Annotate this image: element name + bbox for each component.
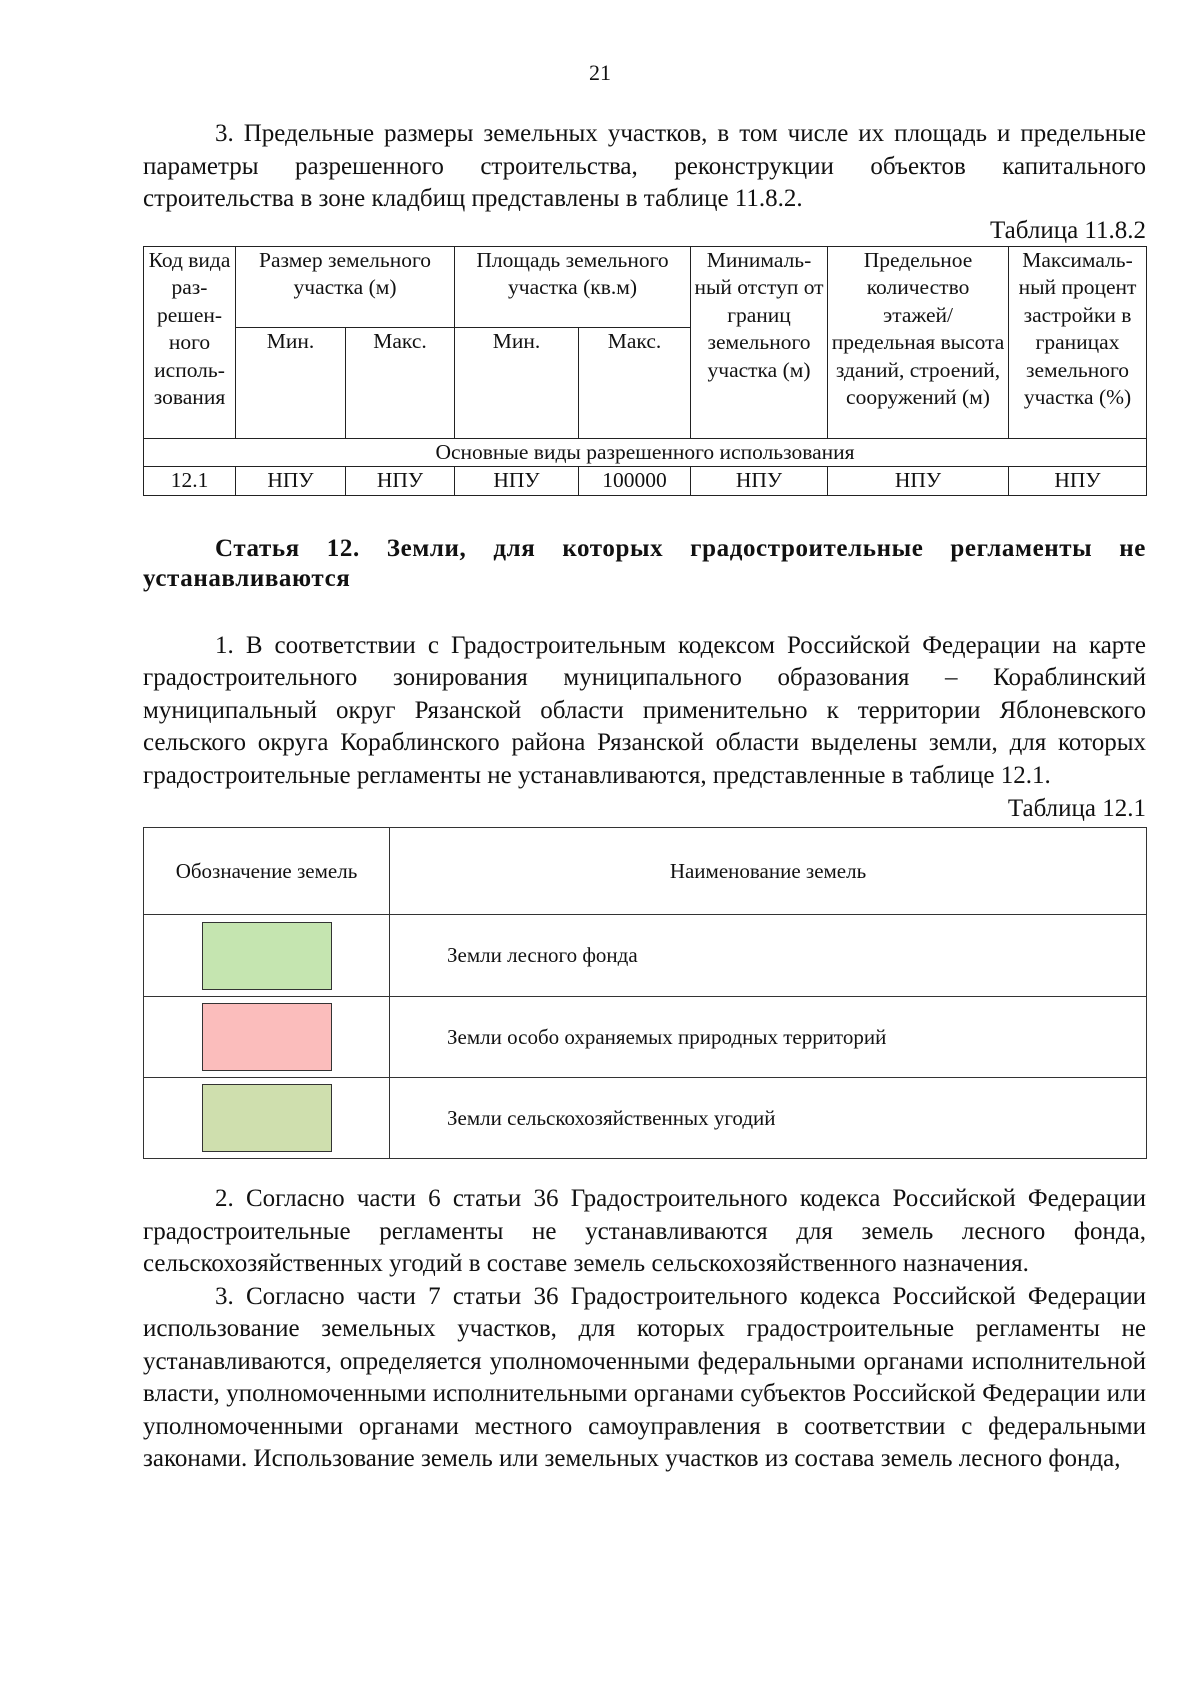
header-area: Площадь земельного участка (кв.м) [455, 246, 691, 327]
table-12-1 [143, 827, 1147, 1159]
cell-floors: НПУ [828, 467, 1009, 496]
forest-land-swatch [202, 922, 332, 990]
cell-min-setback: НПУ [691, 467, 828, 496]
paragraph-table-intro: 3. Предельные размеры земельных участков, в том числе их площадь и предельные параметры разрешенного строительства, реконструкции объектов капитального строительства в зоне кладбищ представлены в таблице 11.8.2. [143, 120, 1146, 212]
paragraph-2: 2. Согласно части 6 статьи 36 Градостроительного кодекса Российской Федерации градостроительные регламенты не устанавливаются для земель лесного фонда, сельскохозяйственных угодий в составе земель сельскохозяйственного назначения. [143, 1185, 1146, 1277]
paragraph-1: 1. В соответствии с Градостроительным кодексом Российской Федерации на карте градостроительного зонирования муниципального образования – Кораблинский муниципальный округ Рязанской области применительно к территории Яблоневского сельского округа Кораблинского района Рязанской области выделены земли, для которых градостроительные регламенты не устанавливаются, представленные в таблице 12.1. [143, 631, 1146, 789]
section-label: Основные виды разрешенного использования [144, 438, 1147, 467]
cell-area-min: НПУ [455, 467, 579, 496]
header-code: Код вида раз-решен-ного исполь-зования [144, 246, 236, 438]
header-name: Наименование земель [390, 828, 1147, 915]
page-number: 21 [589, 60, 611, 85]
cell-area-max: 100000 [579, 467, 691, 496]
land-name: Земли особо охраняемых природных территорий [390, 997, 1147, 1078]
header-max-percent: Максималь-ный процент застройки в границах земельного участка (%) [1009, 246, 1147, 438]
header-size-min: Мин. [236, 327, 346, 438]
header-size: Размер земельного участка (м) [236, 246, 455, 327]
table-11-8-2-caption: Таблица 11.8.2 [990, 216, 1146, 244]
table-row [144, 997, 1147, 1078]
header-floors: Предельное количество этажей/ предельная высота зданий, строений, сооружений (м) [828, 246, 1009, 438]
article-12-heading: Статья 12. Земли, для которых градостроительные регламенты не устанавливаются [143, 534, 1146, 592]
paragraph-3: 3. Согласно части 7 статьи 36 Градостроительного кодекса Российской Федерации использование земельных участков, для которых градостроительные регламенты не устанавливаются, определяется уполномоченными федеральными органами исполнительной власти, уполномоченными исполнительными органами субъектов Российской Федерации или уполномоченными органами местного самоуправления в соответствии с федеральными законами. Использование земель или земельных участков из состава земель лесного фонда, [143, 1282, 1146, 1472]
agricultural-land-swatch [202, 1084, 332, 1152]
cell-size-max: НПУ [346, 467, 455, 496]
protected-land-swatch [202, 1003, 332, 1071]
header-area-min: Мин. [455, 327, 579, 438]
table-row [144, 467, 1147, 496]
header-min-setback: Минималь-ный отступ от границ земельного участка (м) [691, 246, 828, 438]
header-area-max: Макс. [579, 327, 691, 438]
cell-code: 12.1 [144, 467, 236, 496]
land-name: Земли сельскохозяйственных угодий [390, 1078, 1147, 1159]
page-content [143, 118, 1146, 1476]
table-11-8-2 [143, 246, 1147, 496]
table-12-1-caption: Таблица 12.1 [1007, 795, 1146, 822]
land-name: Земли лесного фонда [390, 915, 1147, 997]
header-symbol: Обозначение земель [144, 828, 390, 915]
header-size-max: Макс. [346, 327, 455, 438]
cell-size-min: НПУ [236, 467, 346, 496]
table-row [144, 1078, 1147, 1159]
cell-max-percent: НПУ [1009, 467, 1147, 496]
table-row [144, 915, 1147, 997]
